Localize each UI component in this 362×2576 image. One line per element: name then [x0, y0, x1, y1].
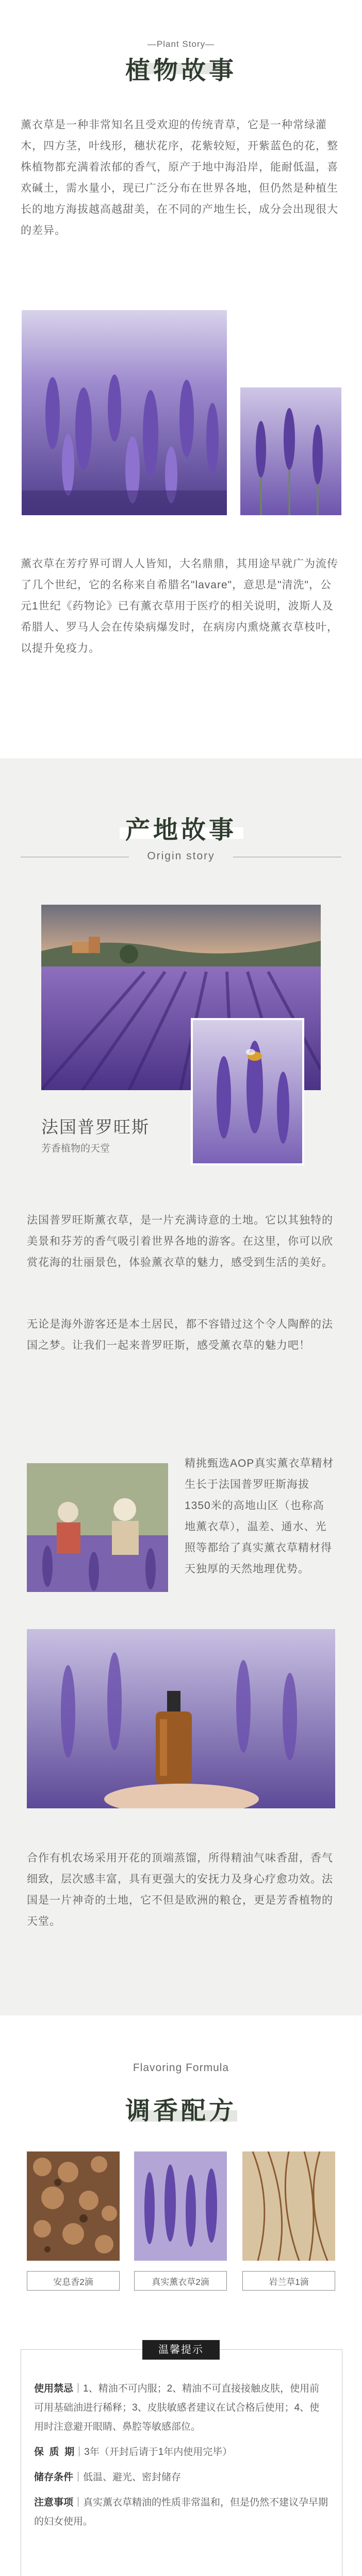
- plant-story-subtitle: —Plant Story—: [147, 39, 215, 49]
- flavoring-title: 调香配方: [125, 2097, 237, 2125]
- plant-story-paragraph-2: 薰衣草在芳疗界可谓人人皆知，大名鼎鼎，其用途早就广为流传了几个世纪，它的名称来自希腊名"lavare"，意思是"清洗"，公元1世纪《药物论》已有薰衣草用于医疗的相关说明，波斯人及希腊人、罗马人会在传染病爆发时，在病房内熏烧薰衣草枝叶，以提升免疫力。: [21, 558, 338, 654]
- origin-paragraph-4: 合作有机农场采用开花的顶端蒸馏，所得精油气味香甜，香气细致，层次感丰富，具有更强大的安抚力及身心疗愈功效。法国是一片神奇的土地，它不但是欧洲的粮仓，更是芳香植物的天堂。: [27, 1852, 333, 1927]
- origin-paragraph-1: 法国普罗旺斯薰衣草，是一片充满诗意的土地。它以其独特的美景和芬芳的香气吸引着世界各地的游客。在这里，你可以欣赏花海的壮丽景色，体验薰衣草的魅力，感受到生活的美好。: [27, 1214, 333, 1268]
- benzoin-resin-photo: [27, 2151, 120, 2261]
- tip-row-shelf-life: 保 质 期｜3年（开封后请于1年内使用完毕）: [34, 2447, 233, 2458]
- place-tagline: 芳香植物的天堂: [41, 1143, 110, 1154]
- harvesters-photo: [27, 1463, 168, 1592]
- ingredient-label-lavender: 真实薰衣草2滴: [134, 2271, 227, 2291]
- lavender-closeup-photo: [240, 387, 341, 515]
- lavender-ingredient-photo: [134, 2151, 227, 2261]
- origin-paragraph-3: 精挑甄选AOP真实薰衣草精材生长于法国普罗旺斯海拔1350米的高地山区（也称高地薰衣草），温差、通水、光照等都给了真实薰衣草精材得天独厚的天然地理优势。: [185, 1458, 334, 1575]
- lavender-field-photo: [22, 310, 227, 515]
- vetiver-root-photo: [242, 2151, 335, 2261]
- place-name: 法国普罗旺斯: [41, 1117, 150, 1137]
- origin-story-title: 产地故事: [125, 817, 237, 844]
- tip-row-notes: 注意事项｜真实薰衣草精油的性质非常温和，但是仍然不建议孕早期的妇女使用。: [34, 2497, 328, 2527]
- tips-title: 温馨提示: [142, 2340, 220, 2360]
- ingredient-label-vetiver: 岩兰草1滴: [242, 2271, 335, 2291]
- tips-list: [34, 2379, 329, 2531]
- tip-row-contraindications: 使用禁忌｜1、精油不可内服；2、精油不可直接接触皮肤，使用前可用基础油进行稀释；3、皮肤敏感者建议在试合格后使用；4、使用时注意避开眼睛、鼻腔等敏感部位。: [34, 2383, 320, 2432]
- bee-lavender-photo: [191, 1018, 304, 1165]
- ingredient-label-benzoin: 安息香2滴: [27, 2271, 120, 2291]
- flavoring-subtitle: Flavoring Formula: [133, 2062, 229, 2074]
- plant-story-paragraph-1: 薰衣草是一种非常知名且受欢迎的传统青草，它是一种常绿灌木，四方茎，叶线形，穗状花序，花紫较短，开紫蓝色的花，整株植物都充满着浓郁的香气，原产于地中海沿岸，能耐低温，喜欢碱土，需水量小，现已广泛分布在世界各地，但仍然是种植生长的地方海拔越高越甜美，在不同的产地生长，成分会出现很大的差异。: [21, 119, 338, 236]
- essential-oil-bottle-photo: [27, 1629, 335, 1808]
- plant-story-title: 植物故事: [125, 57, 237, 84]
- tip-row-storage: 储存条件｜低温、避光、密封储存: [34, 2472, 182, 2483]
- origin-paragraph-2: 无论是海外游客还是本土居民，都不容错过这个令人陶醉的法国之梦。让我们一起来普罗旺斯，感受薰衣草的魅力吧！: [27, 1318, 333, 1351]
- origin-story-subtitle: Origin story: [147, 850, 215, 862]
